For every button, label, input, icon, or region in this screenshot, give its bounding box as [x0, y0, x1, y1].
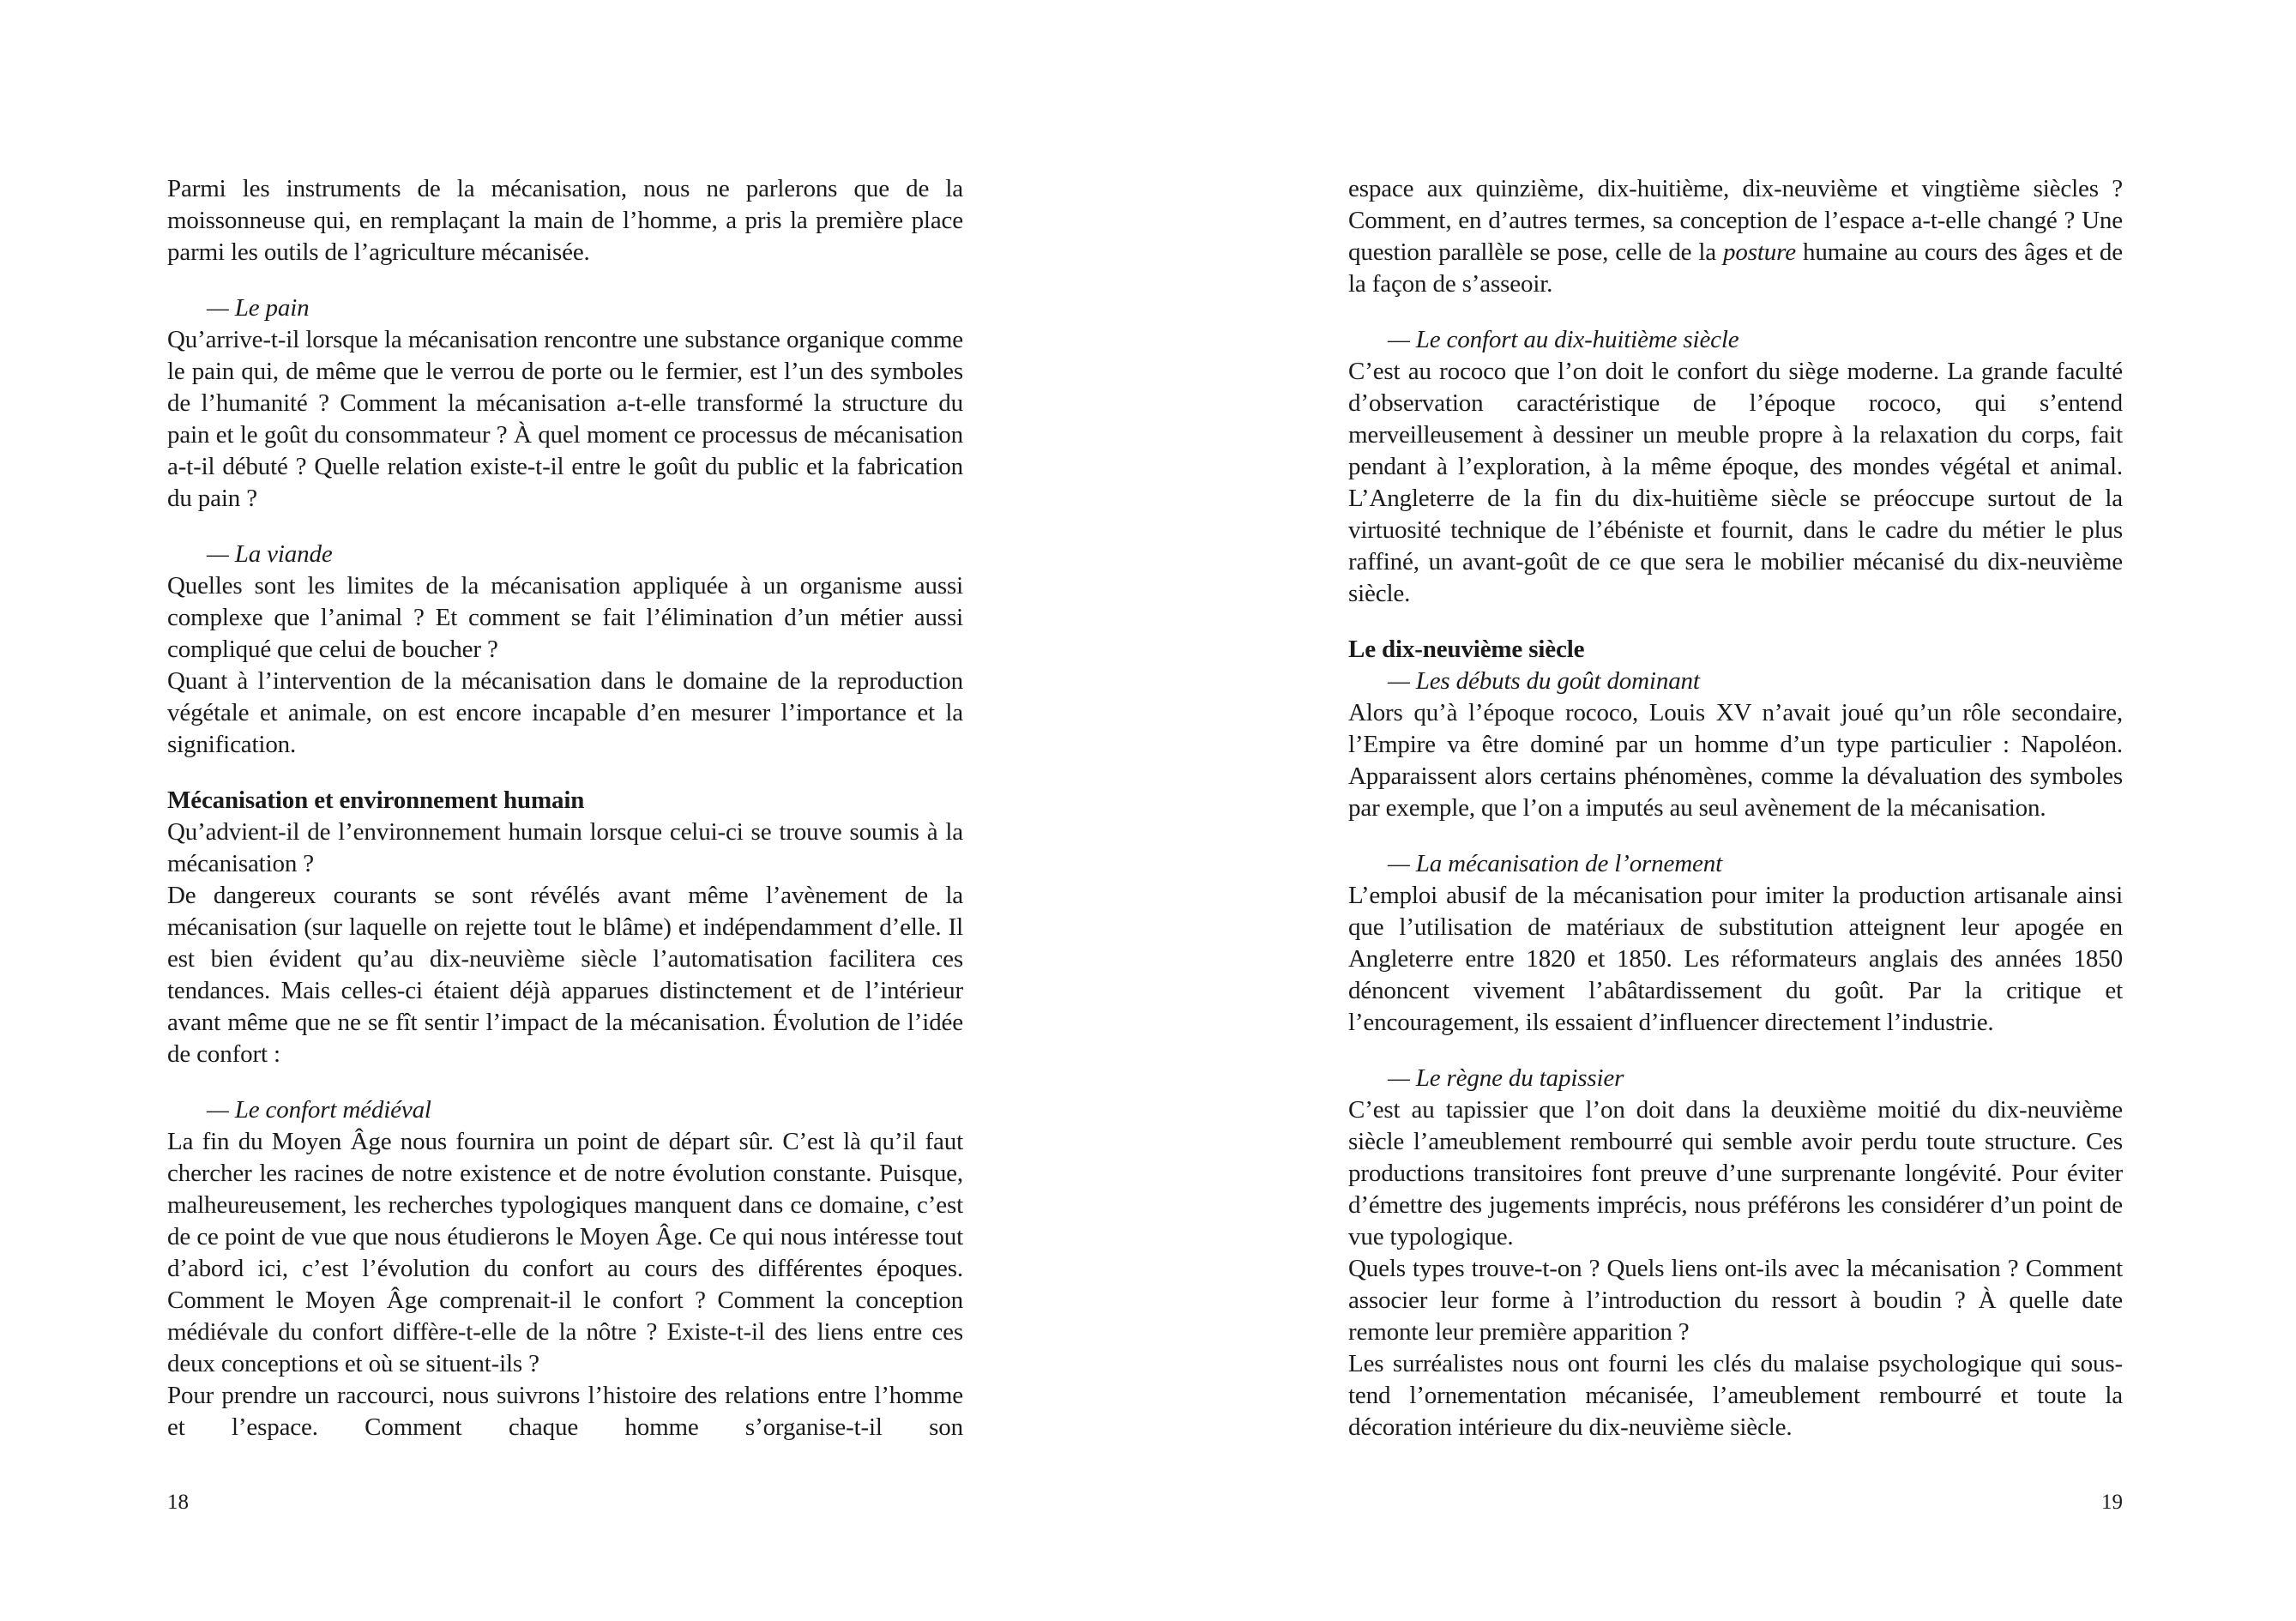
body-paragraph: Qu’advient-il de l’environnement humain lorsque celui-ci se trouve soumis à la mécanisation ? [167, 818, 963, 877]
body-paragraph: De dangereux courants se sont révélés avant même l’avènement de la mécanisation (sur laquelle on rejette tout le blâme) et indépendamment d’elle. Il est bien évident qu’au dix-neuvième siècle l’automatisation facilitera ces tendances. Mais celles-ci étaient déjà apparues distinctement et de l’intérieur avant même que ne se fît sentir l’impact de la mécanisation. Évolution de l’idée de confort : [167, 882, 963, 1068]
italic-term: posture [1723, 238, 1796, 266]
section-subheading: — Le confort médiéval [207, 1096, 431, 1124]
section-subheading: — La viande [207, 540, 333, 568]
body-paragraph: Pour prendre un raccourci, nous suivrons l’histoire des relations entre l’homme et l’espace. Comment chaque homme s’organise-t-il son [167, 1382, 963, 1441]
section-subheading: — Le règne du tapissier [1388, 1064, 1624, 1092]
section-subheading: — Les débuts du goût dominant [1388, 667, 1700, 695]
body-paragraph: Parmi les instruments de la mécanisation, nous ne parlerons que de la moissonneuse qui, en remplaçant la main de l’homme, a pris la première place parmi les outils de l’agriculture mécanisée. [167, 175, 963, 266]
body-paragraph: Quels types trouve-t-on ? Quels liens ont-ils avec la mécanisation ? Comment associer leur forme à l’introduction du ressort à boudin ? À quelle date remonte leur première apparition ? [1348, 1255, 2123, 1346]
body-paragraph: Quelles sont les limites de la mécanisation appliquée à un organisme aussi complexe que l’animal ? Et comment se fait l’élimination d’un métier aussi compliqué que celui de boucher ? [167, 572, 963, 663]
body-paragraph: Qu’arrive-t-il lorsque la mécanisation rencontre une substance organique comme le pain qui, de même que le verrou de porte ou le fermier, est l’un des symboles de l’humanité ? Comment la mécanisation a-t-elle transformé la structure du pain et le goût du consommateur ? À quel moment ce processus de mécanisation a-t-il débuté ? Quelle relation existe-t-il entre le goût du public et la fabrication du pain ? [167, 326, 963, 512]
paragraph-text: humaine au cours des âges et de la façon de s’asseoir. [1348, 238, 2124, 298]
section-subheading: — Le confort au dix-huitième siècle [1388, 326, 1739, 353]
paragraph-text: espace aux quinzième, dix-huitième, dix-neuvième et vingtième siècles ? Comment, en d’autres termes, sa conception de l’espace a-t-elle changé ? Une question parallèle se pose, celle de la [1348, 175, 2123, 266]
page-number: 19 [2101, 1491, 2123, 1514]
body-paragraph: Les surréalistes nous ont fourni les clés du malaise psychologique qui sous-tend l’ornementation mécanisée, l’ameublement rembourré et toute la décoration intérieure du dix-neuvième siècle. [1348, 1350, 2123, 1441]
section-subheading: — Le pain [207, 294, 310, 322]
body-paragraph: Alors qu’à l’époque rococo, Louis XV n’avait joué qu’un rôle secondaire, l’Empire va être dominé par un homme d’un type particulier : Napoléon. Apparaissent alors certains phénomènes, comme la dévaluation des symboles par exemple, que l’on a imputés au seul avènement de la mécanisation. [1348, 699, 2123, 822]
body-paragraph: Quant à l’intervention de la mécanisation dans le domaine de la reproduction végétale et animale, on est encore incapable d’en mesurer l’importance et la signification. [167, 667, 963, 758]
left-page-text-column [167, 173, 963, 1443]
body-paragraph: L’emploi abusif de la mécanisation pour imiter la production artisanale ainsi que l’utilisation de matériaux de substitution atteignent leur apogée en Angleterre entre 1820 et 1850. Les réformateurs anglais des années 1850 dénoncent vivement l’abâtardissement du goût. Par la critique et l’encouragement, ils essaient d’influencer directement l’industrie. [1348, 882, 2123, 1036]
section-heading: Mécanisation et environnement humain [167, 786, 585, 814]
page-number: 18 [167, 1491, 189, 1514]
right-page-text-column [1348, 173, 2123, 1443]
section-heading: Le dix-neuvième siècle [1348, 636, 1585, 663]
body-paragraph: C’est au tapissier que l’on doit dans la deuxième moitié du dix-neuvième siècle l’ameublement rembourré qui semble avoir perdu toute structure. Ces productions transitoires font preuve d’une surprenante longévité. Pour éviter d’émettre des jugements imprécis, nous préférons les considérer d’un point de vue typologique. [1348, 1096, 2123, 1250]
body-paragraph [1348, 173, 2123, 300]
body-paragraph: C’est au rococo que l’on doit le confort du siège moderne. La grande faculté d’observation caractéristique de l’époque rococo, qui s’entend merveilleusement à dessiner un meuble propre à la relaxation du corps, fait pendant à l’exploration, à la même époque, des mondes végétal et animal. L’Angleterre de la fin du dix-huitième siècle se préoccupe surtout de la virtuosité technique de l’ébéniste et fournit, dans le cadre du métier le plus raffiné, un avant-goût de ce que sera le mobilier mécanisé du dix-neuvième siècle. [1348, 358, 2123, 607]
section-subheading: — La mécanisation de l’ornement [1388, 850, 1723, 877]
body-paragraph: La fin du Moyen Âge nous fournira un point de départ sûr. C’est là qu’il faut chercher les racines de notre existence et de notre évolution constante. Puisque, malheureusement, les recherches typologiques manquent dans ce domaine, c’est de ce point de vue que nous étudierons le Moyen Âge. Ce qui nous intéresse tout d’abord ici, c’est l’évolution du confort au cours des différentes époques. Comment le Moyen Âge comprenait-il le confort ? Comment la conception médiévale du confort diffère-t-elle de la nôtre ? Existe-t-il des liens entre ces deux conceptions et où se situent-ils ? [167, 1128, 963, 1377]
